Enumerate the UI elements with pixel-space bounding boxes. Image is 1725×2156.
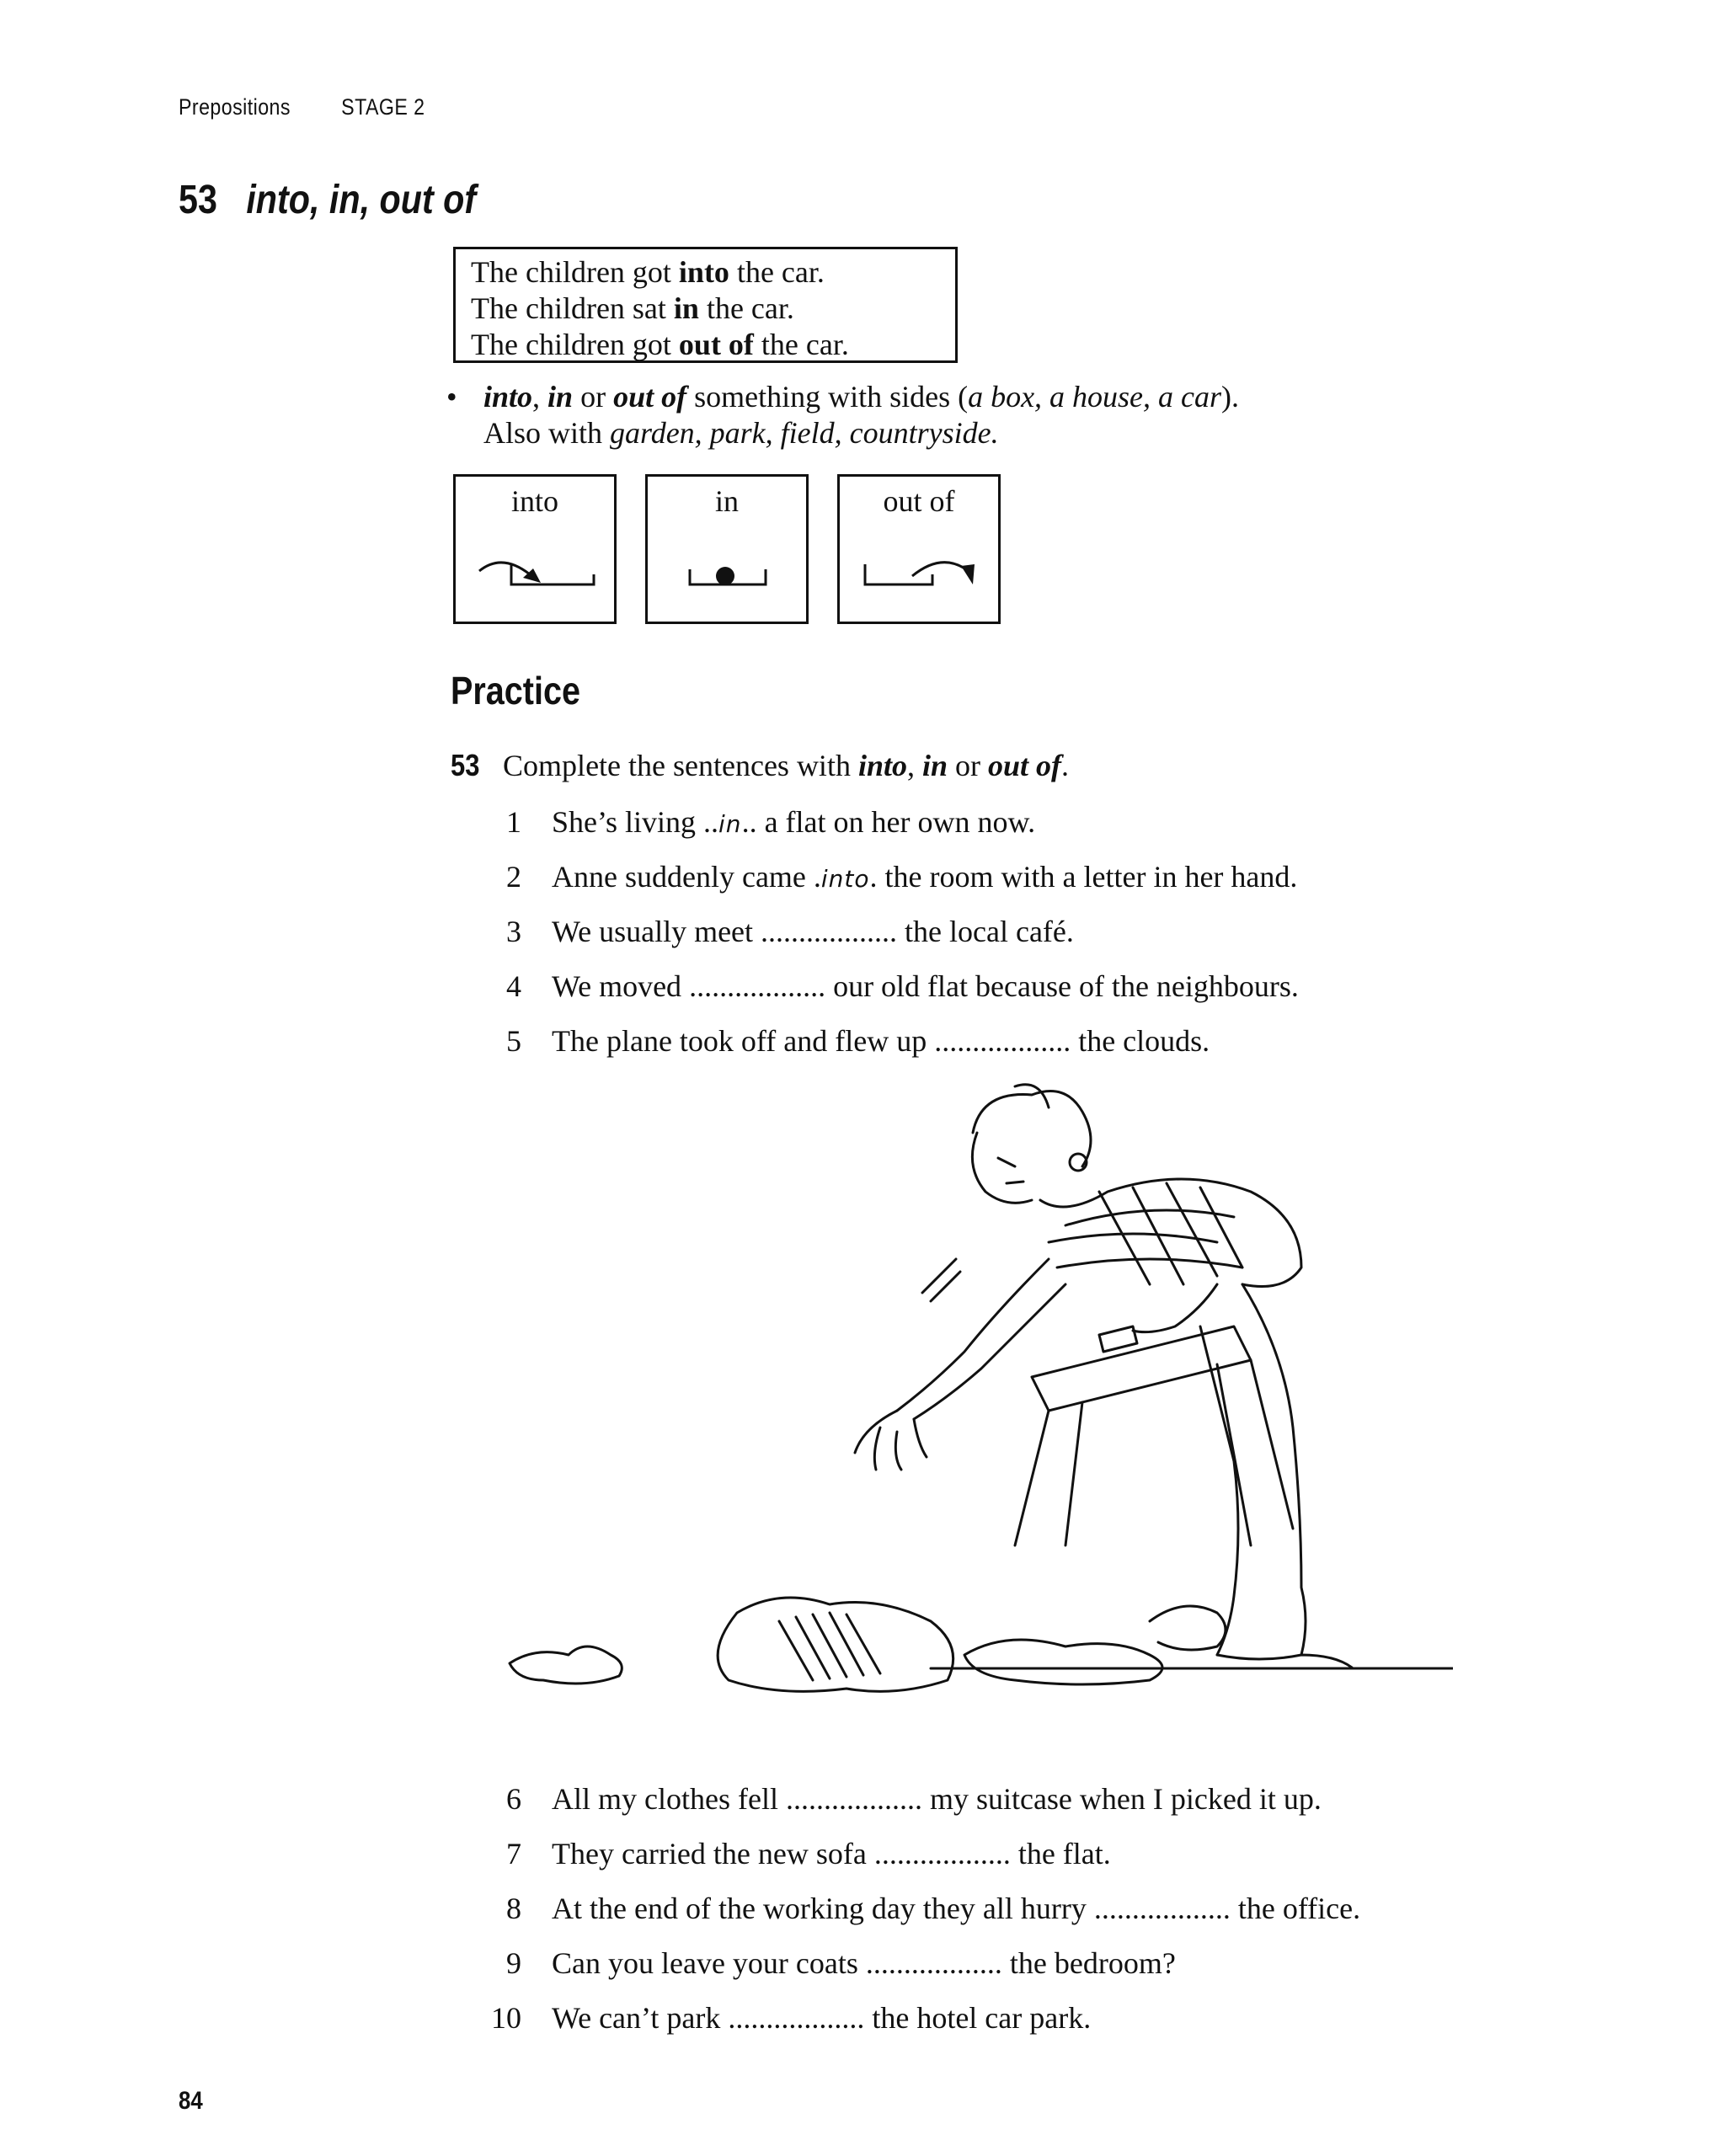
example-line: The children got out of the car.: [471, 328, 849, 361]
practice-heading: Practice: [451, 669, 580, 712]
answer-field[interactable]: ..................: [728, 2001, 865, 2035]
diagram-out-of: [837, 474, 1001, 624]
diagram-label: into: [510, 484, 558, 518]
answer-field[interactable]: in: [718, 810, 742, 838]
running-head-stage: STAGE 2: [341, 94, 425, 120]
in-dot-icon: [648, 527, 806, 620]
diagram-label: in: [714, 484, 739, 518]
page-number: 84: [179, 2087, 203, 2115]
answer-field[interactable]: ..................: [761, 915, 898, 948]
answer-field[interactable]: ..................: [865, 1946, 1002, 1980]
answer-field[interactable]: ..................: [689, 969, 826, 1003]
example-box: [453, 247, 958, 363]
rule-line-1: into, in or out of something with sides (a box, a house, a car).: [483, 380, 1240, 414]
into-arrow-icon: [456, 527, 614, 620]
running-head: [179, 94, 425, 120]
usage-rule: [446, 379, 1239, 451]
answer-field[interactable]: ..................: [873, 1837, 1011, 1870]
out-of-arrow-icon: [840, 527, 998, 620]
bullet-icon: •: [446, 380, 457, 414]
running-head-section: Prepositions: [179, 94, 291, 120]
answer-field[interactable]: ..................: [934, 1024, 1071, 1058]
unit-title: into, in, out of: [246, 178, 477, 222]
answer-field[interactable]: ..................: [785, 1782, 922, 1816]
unit-number: 53: [179, 178, 217, 222]
rule-line-2: Also with garden, park, field, countryside.: [483, 416, 999, 450]
example-line: The children sat in the car.: [471, 291, 794, 325]
unit-heading: [179, 177, 476, 223]
woman-suitcase-illustration: [459, 1074, 1453, 1773]
diagram-into: [453, 474, 617, 624]
diagram-label: out of: [883, 484, 955, 518]
answer-field[interactable]: into: [820, 865, 870, 893]
example-line: The children got into the car.: [471, 255, 825, 289]
exercise-instruction: 53 Complete the sentences with into, in or out of.: [451, 748, 1070, 782]
answer-field[interactable]: ..................: [1093, 1892, 1231, 1925]
exercise-number: 53: [451, 748, 480, 782]
diagram-in: [645, 474, 809, 624]
